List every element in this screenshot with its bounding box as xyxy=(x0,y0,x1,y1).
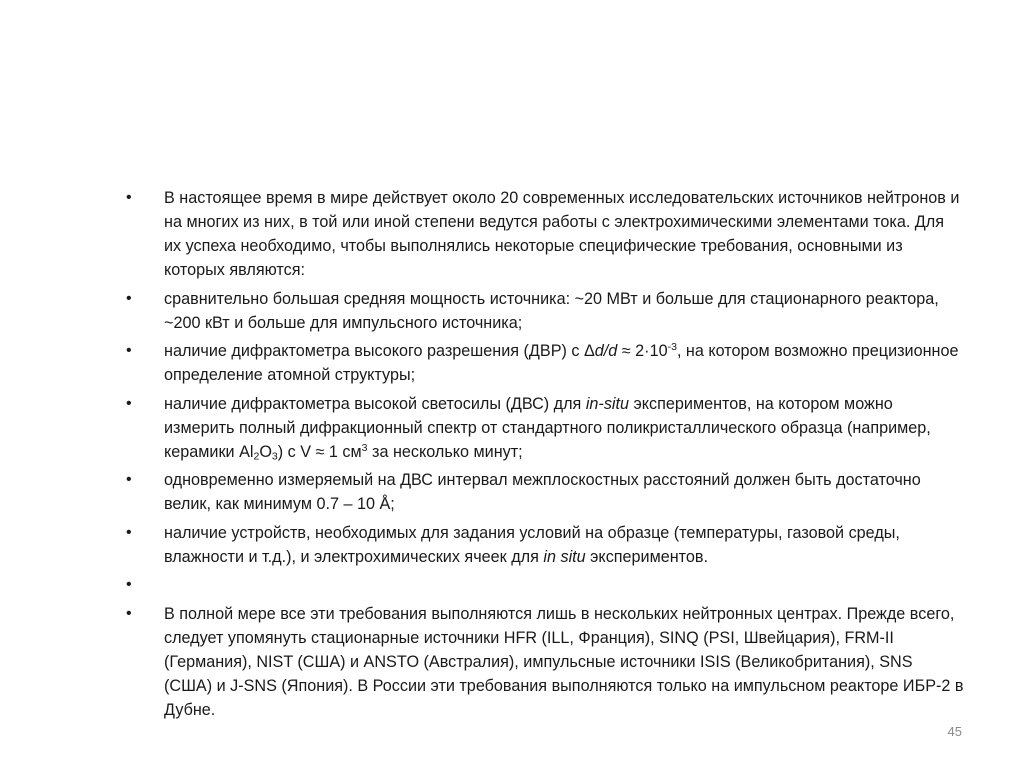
bullet-icon: • xyxy=(126,523,132,541)
page-number: 45 xyxy=(947,724,962,739)
text-run: за несколько минут; xyxy=(367,442,523,461)
text-run: 3 xyxy=(361,441,368,454)
text-run: 3 xyxy=(271,450,278,463)
bullet-text xyxy=(164,189,959,279)
text-run: экспериментов, на котором можно измерить полный дифракционный спектр от стандартного поликристаллического образца (например, керамики Al xyxy=(164,394,931,461)
bullet-list xyxy=(124,186,964,726)
bullet-text xyxy=(164,290,939,332)
text-run: ) с V ≈ 1 см xyxy=(277,442,362,461)
text-run: d/d xyxy=(594,342,618,360)
bullet-text xyxy=(164,471,921,513)
text-run: экспериментов. xyxy=(585,547,709,566)
text-run: наличие дифрактометра высокого разрешения (ДВР) с Δ xyxy=(164,342,595,360)
bullet-text xyxy=(164,395,931,461)
bullet-text xyxy=(164,342,958,384)
text-run: сравнительно большая средняя мощность источника: ~20 МВт и больше для стационарного реактора, ~200 кВт и больше для импульсного источника; xyxy=(164,289,939,332)
text-run: ≈ 2·10 xyxy=(617,342,668,360)
bullet-item xyxy=(124,468,964,516)
text-run: O xyxy=(259,442,272,461)
bullet-icon: • xyxy=(126,342,132,359)
text-run: наличие устройств, необходимых для задания условий на образце (температуры, газовой среды, влажности и т.д.), и электрохимических ячеек для xyxy=(164,523,900,566)
bullet-item xyxy=(124,392,964,464)
bullet-icon: • xyxy=(126,289,132,307)
bullet-text xyxy=(164,605,963,719)
bullet-icon: • xyxy=(126,189,132,206)
bullet-item xyxy=(124,287,964,335)
text-run: -3 xyxy=(667,341,677,354)
bullet-icon: • xyxy=(126,394,132,412)
bullet-item xyxy=(124,339,964,387)
text-run: in situ xyxy=(543,547,586,566)
text-run: in-situ xyxy=(585,394,630,413)
bullet-icon: • xyxy=(126,471,132,488)
bullet-text xyxy=(164,524,900,566)
bullet-icon: • xyxy=(126,576,132,593)
text-run: В настоящее время в мире действует около 20 современных исследовательских источников нейтронов и на многих из них, в той или иной степени ведутся работы с электрохимическими элементами тока. Для их успеха необходимо, чтобы выполнялись некоторые специфические требования, основными из которых являются: xyxy=(164,189,960,279)
text-run: наличие дифрактометра высокой светосилы (ДВС) для xyxy=(164,394,586,413)
text-run: , на котором возможно прецизионное определение атомной структуры; xyxy=(164,342,959,384)
text-run: В полной мере все эти требования выполняются лишь в нескольких нейтронных центрах. Прежде всего, следует упомянуть стационарные источники HFR (ILL, Франция), SINQ (PSI, Швейцария), FRM-II (Германия), NIST (США) и ANSTO (Австралия), импульсные источники ISIS (Великобритания), SNS (США) и J-SNS (Япония). В России эти требования выполняются только на импульсном реакторе ИБР-2 в Дубне. xyxy=(164,604,964,719)
text-run: 2 xyxy=(253,450,260,463)
bullet-item xyxy=(124,602,964,722)
bullet-item xyxy=(124,186,964,282)
bullet-item xyxy=(124,573,964,597)
bullet-icon: • xyxy=(126,604,132,622)
text-run: одновременно измеряемый на ДВС интервал межплоскостных расстояний должен быть достаточно велик, как минимум 0.7 – 10 Å; xyxy=(164,471,921,513)
bullet-item xyxy=(124,521,964,569)
